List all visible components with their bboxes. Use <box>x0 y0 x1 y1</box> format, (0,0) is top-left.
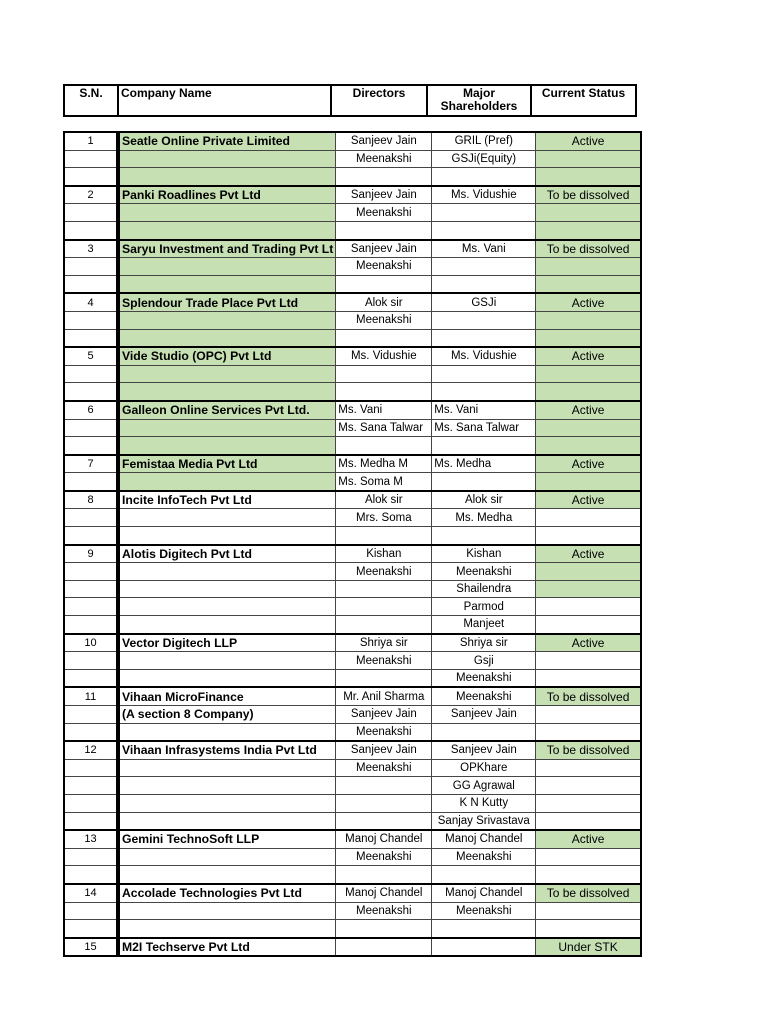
status-cell <box>536 848 641 866</box>
status-cell <box>536 669 641 687</box>
status-cell: Active <box>536 545 641 563</box>
shareholders-cell <box>432 473 536 491</box>
table-row <box>64 902 641 920</box>
directors-cell: Sanjeev Jain <box>336 186 432 204</box>
table-row <box>64 293 641 311</box>
company-cell: (A section 8 Company) <box>118 706 336 724</box>
directors-cell: Manoj Chandel <box>336 884 432 902</box>
shareholders-cell: Ms. Sana Talwar <box>432 419 536 437</box>
table-row <box>64 275 641 293</box>
sn-cell <box>64 419 118 437</box>
table-row <box>64 455 641 473</box>
company-cell <box>118 150 336 168</box>
table-row <box>64 383 641 401</box>
sn-cell: 15 <box>64 938 118 957</box>
company-cell <box>118 616 336 634</box>
sn-cell: 3 <box>64 240 118 258</box>
company-cell <box>118 848 336 866</box>
directors-cell <box>336 598 432 616</box>
directors-cell: Meenakshi <box>336 848 432 866</box>
company-cell <box>118 275 336 293</box>
status-cell: Active <box>536 455 641 473</box>
status-cell: To be dissolved <box>536 240 641 258</box>
shareholders-cell: Manoj Chandel <box>432 830 536 848</box>
directors-cell: Meenakshi <box>336 723 432 741</box>
company-cell: M2I Techserve Pvt Ltd <box>118 938 336 957</box>
sn-cell <box>64 221 118 239</box>
status-cell <box>536 652 641 670</box>
directors-cell <box>336 812 432 830</box>
sn-cell <box>64 580 118 598</box>
directors-cell: Alok sir <box>336 491 432 509</box>
header-company-name: Company Name <box>118 85 331 116</box>
shareholders-cell: Meenakshi <box>432 848 536 866</box>
status-cell <box>536 329 641 347</box>
company-cell <box>118 777 336 795</box>
status-cell: Active <box>536 401 641 419</box>
company-cell: Gemini TechnoSoft LLP <box>118 830 336 848</box>
directors-cell <box>336 669 432 687</box>
company-cell <box>118 437 336 455</box>
shareholders-cell <box>432 365 536 383</box>
shareholders-cell <box>432 275 536 293</box>
shareholders-cell: Meenakshi <box>432 563 536 581</box>
directors-cell <box>336 777 432 795</box>
company-cell <box>118 759 336 777</box>
sn-cell <box>64 902 118 920</box>
company-cell <box>118 580 336 598</box>
shareholders-cell <box>432 221 536 239</box>
shareholders-cell: Manjeet <box>432 616 536 634</box>
status-cell <box>536 419 641 437</box>
directors-cell: Meenakshi <box>336 150 432 168</box>
status-cell: Active <box>536 830 641 848</box>
status-cell <box>536 706 641 724</box>
directors-cell: Manoj Chandel <box>336 830 432 848</box>
sn-cell: 12 <box>64 741 118 759</box>
company-table <box>63 131 642 957</box>
shareholders-cell: Ms. Medha <box>432 509 536 527</box>
directors-cell <box>336 920 432 938</box>
company-cell <box>118 669 336 687</box>
company-cell <box>118 723 336 741</box>
status-cell <box>536 473 641 491</box>
shareholders-cell: Shriya sir <box>432 634 536 652</box>
company-cell: Panki Roadlines Pvt Ltd <box>118 186 336 204</box>
status-cell: Active <box>536 491 641 509</box>
shareholders-cell: Sanjeev Jain <box>432 706 536 724</box>
table-row <box>64 920 641 938</box>
status-cell: To be dissolved <box>536 884 641 902</box>
company-cell <box>118 902 336 920</box>
sn-cell: 5 <box>64 347 118 365</box>
company-cell: Vihaan Infrasystems India Pvt Ltd <box>118 741 336 759</box>
company-cell <box>118 509 336 527</box>
company-cell <box>118 258 336 276</box>
shareholders-cell: Meenakshi <box>432 669 536 687</box>
company-cell <box>118 598 336 616</box>
shareholders-cell: Ms. Vidushie <box>432 186 536 204</box>
directors-cell: Meenakshi <box>336 902 432 920</box>
company-cell: Saryu Investment and Trading Pvt Lt <box>118 240 336 258</box>
company-cell <box>118 920 336 938</box>
status-cell <box>536 509 641 527</box>
table-row <box>64 204 641 222</box>
table-row <box>64 419 641 437</box>
directors-cell <box>336 527 432 545</box>
sn-cell <box>64 669 118 687</box>
sn-cell <box>64 150 118 168</box>
shareholders-cell: Meenakshi <box>432 902 536 920</box>
sn-cell <box>64 652 118 670</box>
company-cell: Alotis Digitech Pvt Ltd <box>118 545 336 563</box>
table-row <box>64 759 641 777</box>
sn-cell: 14 <box>64 884 118 902</box>
shareholders-cell <box>432 527 536 545</box>
shareholders-cell: K N Kutty <box>432 794 536 812</box>
table-row <box>64 258 641 276</box>
table-row <box>64 365 641 383</box>
shareholders-cell <box>432 258 536 276</box>
sn-cell <box>64 258 118 276</box>
header-current-status: Current Status <box>531 85 636 116</box>
sn-cell: 9 <box>64 545 118 563</box>
status-cell: To be dissolved <box>536 186 641 204</box>
sn-cell <box>64 794 118 812</box>
sn-cell <box>64 812 118 830</box>
table-row <box>64 866 641 884</box>
company-cell: Seatle Online Private Limited <box>118 132 336 150</box>
header-sn: S.N. <box>64 85 118 116</box>
shareholders-cell: Meenakshi <box>432 687 536 705</box>
company-cell: Splendour Trade Place Pvt Ltd <box>118 293 336 311</box>
directors-cell: Sanjeev Jain <box>336 741 432 759</box>
status-cell: Active <box>536 347 641 365</box>
status-cell <box>536 777 641 795</box>
header-table <box>63 84 637 117</box>
directors-cell: Meenakshi <box>336 258 432 276</box>
table-row <box>64 652 641 670</box>
status-cell: To be dissolved <box>536 741 641 759</box>
shareholders-cell: GRIL (Pref) <box>432 132 536 150</box>
shareholders-cell: Manoj Chandel <box>432 884 536 902</box>
status-cell <box>536 258 641 276</box>
table-row <box>64 616 641 634</box>
company-cell <box>118 365 336 383</box>
shareholders-cell <box>432 168 536 186</box>
sn-cell <box>64 848 118 866</box>
directors-cell <box>336 383 432 401</box>
directors-cell <box>336 221 432 239</box>
status-cell <box>536 598 641 616</box>
status-cell <box>536 221 641 239</box>
directors-cell: Shriya sir <box>336 634 432 652</box>
directors-cell: Meenakshi <box>336 759 432 777</box>
status-cell <box>536 150 641 168</box>
sn-cell <box>64 866 118 884</box>
directors-cell <box>336 437 432 455</box>
shareholders-cell <box>432 723 536 741</box>
table-row <box>64 706 641 724</box>
sn-cell <box>64 329 118 347</box>
status-cell <box>536 723 641 741</box>
table-row <box>64 938 641 957</box>
directors-cell: Alok sir <box>336 293 432 311</box>
table-row <box>64 401 641 419</box>
table-row <box>64 311 641 329</box>
sn-cell <box>64 473 118 491</box>
header-row <box>64 85 636 116</box>
sn-cell <box>64 383 118 401</box>
company-cell: Accolade Technologies Pvt Ltd <box>118 884 336 902</box>
shareholders-cell <box>432 437 536 455</box>
table-row <box>64 830 641 848</box>
shareholders-cell <box>432 938 536 957</box>
shareholders-cell: Alok sir <box>432 491 536 509</box>
table-row <box>64 723 641 741</box>
sn-cell: 6 <box>64 401 118 419</box>
status-cell: Under STK <box>536 938 641 957</box>
status-cell <box>536 365 641 383</box>
sn-cell <box>64 563 118 581</box>
directors-cell: Kishan <box>336 545 432 563</box>
directors-cell: Ms. Soma M <box>336 473 432 491</box>
table-row <box>64 545 641 563</box>
sn-cell: 13 <box>64 830 118 848</box>
sn-cell: 2 <box>64 186 118 204</box>
directors-cell: Mrs. Soma <box>336 509 432 527</box>
directors-cell: Meenakshi <box>336 563 432 581</box>
shareholders-cell: Parmod <box>432 598 536 616</box>
directors-cell: Meenakshi <box>336 652 432 670</box>
status-cell <box>536 866 641 884</box>
sn-cell <box>64 616 118 634</box>
directors-cell <box>336 938 432 957</box>
shareholders-cell: OPKhare <box>432 759 536 777</box>
shareholders-cell: GSJi <box>432 293 536 311</box>
table-row <box>64 473 641 491</box>
shareholders-cell: GSJi(Equity) <box>432 150 536 168</box>
sn-cell <box>64 759 118 777</box>
table-row <box>64 777 641 795</box>
directors-cell <box>336 365 432 383</box>
sn-cell <box>64 598 118 616</box>
status-cell <box>536 311 641 329</box>
sn-cell <box>64 509 118 527</box>
table-row <box>64 598 641 616</box>
table-row <box>64 240 641 258</box>
status-cell: To be dissolved <box>536 687 641 705</box>
sn-cell <box>64 920 118 938</box>
table-row <box>64 812 641 830</box>
table-row <box>64 687 641 705</box>
table-row <box>64 132 641 150</box>
status-cell: Active <box>536 132 641 150</box>
table-row <box>64 741 641 759</box>
table-row <box>64 634 641 652</box>
company-cell <box>118 329 336 347</box>
shareholders-cell: Ms. Vani <box>432 240 536 258</box>
sn-cell <box>64 527 118 545</box>
status-cell <box>536 527 641 545</box>
table-row <box>64 884 641 902</box>
sn-cell: 10 <box>64 634 118 652</box>
directors-cell <box>336 794 432 812</box>
sn-cell <box>64 204 118 222</box>
shareholders-cell: Ms. Vani <box>432 401 536 419</box>
table-row <box>64 563 641 581</box>
sn-cell: 7 <box>64 455 118 473</box>
table-row <box>64 491 641 509</box>
directors-cell: Sanjeev Jain <box>336 706 432 724</box>
sn-cell: 8 <box>64 491 118 509</box>
status-cell <box>536 920 641 938</box>
shareholders-cell: GG Agrawal <box>432 777 536 795</box>
table-row <box>64 848 641 866</box>
directors-cell <box>336 580 432 598</box>
table-row <box>64 150 641 168</box>
shareholders-cell: Ms. Medha <box>432 455 536 473</box>
shareholders-cell: Sanjeev Jain <box>432 741 536 759</box>
company-cell <box>118 311 336 329</box>
company-cell <box>118 812 336 830</box>
table-row <box>64 186 641 204</box>
directors-cell: Sanjeev Jain <box>336 240 432 258</box>
company-cell <box>118 473 336 491</box>
shareholders-cell: Gsji <box>432 652 536 670</box>
sn-cell <box>64 275 118 293</box>
table-row <box>64 794 641 812</box>
table-row <box>64 580 641 598</box>
directors-cell: Meenakshi <box>336 311 432 329</box>
status-cell <box>536 383 641 401</box>
directors-cell: Mr. Anil Sharma <box>336 687 432 705</box>
sn-cell <box>64 777 118 795</box>
directors-cell: Ms. Sana Talwar <box>336 419 432 437</box>
company-cell <box>118 204 336 222</box>
header-directors: Directors <box>331 85 427 116</box>
table-row <box>64 221 641 239</box>
company-cell <box>118 527 336 545</box>
directors-cell <box>336 168 432 186</box>
company-cell: Galleon Online Services Pvt Ltd. <box>118 401 336 419</box>
sn-cell: 11 <box>64 687 118 705</box>
company-cell: Incite InfoTech Pvt Ltd <box>118 491 336 509</box>
status-cell <box>536 759 641 777</box>
directors-cell <box>336 275 432 293</box>
sn-cell: 4 <box>64 293 118 311</box>
status-cell <box>536 812 641 830</box>
status-cell <box>536 902 641 920</box>
directors-cell: Ms. Vidushie <box>336 347 432 365</box>
directors-cell: Meenakshi <box>336 204 432 222</box>
directors-cell: Ms. Vani <box>336 401 432 419</box>
table-row <box>64 168 641 186</box>
shareholders-cell <box>432 311 536 329</box>
status-cell: Active <box>536 634 641 652</box>
shareholders-cell: Kishan <box>432 545 536 563</box>
table-row <box>64 509 641 527</box>
company-cell <box>118 652 336 670</box>
company-cell <box>118 221 336 239</box>
sn-cell <box>64 723 118 741</box>
table-row <box>64 669 641 687</box>
company-cell <box>118 866 336 884</box>
status-cell <box>536 794 641 812</box>
sn-cell: 1 <box>64 132 118 150</box>
directors-cell: Ms. Medha M <box>336 455 432 473</box>
shareholders-cell <box>432 383 536 401</box>
status-cell <box>536 437 641 455</box>
company-cell <box>118 168 336 186</box>
company-cell <box>118 563 336 581</box>
shareholders-cell: Shailendra <box>432 580 536 598</box>
directors-cell <box>336 616 432 634</box>
shareholders-cell <box>432 204 536 222</box>
status-cell: Active <box>536 293 641 311</box>
table-row <box>64 527 641 545</box>
shareholders-cell <box>432 920 536 938</box>
company-cell <box>118 383 336 401</box>
sn-cell <box>64 168 118 186</box>
directors-cell <box>336 329 432 347</box>
status-cell <box>536 616 641 634</box>
status-cell <box>536 168 641 186</box>
header-major-shareholders: Major Shareholders <box>427 85 531 116</box>
status-cell <box>536 204 641 222</box>
company-cell <box>118 794 336 812</box>
company-cell <box>118 419 336 437</box>
shareholders-cell: Ms. Vidushie <box>432 347 536 365</box>
sn-cell <box>64 706 118 724</box>
sn-cell <box>64 365 118 383</box>
table-row <box>64 329 641 347</box>
shareholders-cell <box>432 329 536 347</box>
directors-cell: Sanjeev Jain <box>336 132 432 150</box>
status-cell <box>536 275 641 293</box>
table-row <box>64 347 641 365</box>
company-cell: Femistaa Media Pvt Ltd <box>118 455 336 473</box>
status-cell <box>536 580 641 598</box>
company-cell: Vihaan MicroFinance <box>118 687 336 705</box>
company-cell: Vector Digitech LLP <box>118 634 336 652</box>
sn-cell <box>64 311 118 329</box>
status-cell <box>536 563 641 581</box>
company-cell: Vide Studio (OPC) Pvt Ltd <box>118 347 336 365</box>
shareholders-cell: Sanjay Srivastava <box>432 812 536 830</box>
directors-cell <box>336 866 432 884</box>
table-row <box>64 437 641 455</box>
shareholders-cell <box>432 866 536 884</box>
sn-cell <box>64 437 118 455</box>
